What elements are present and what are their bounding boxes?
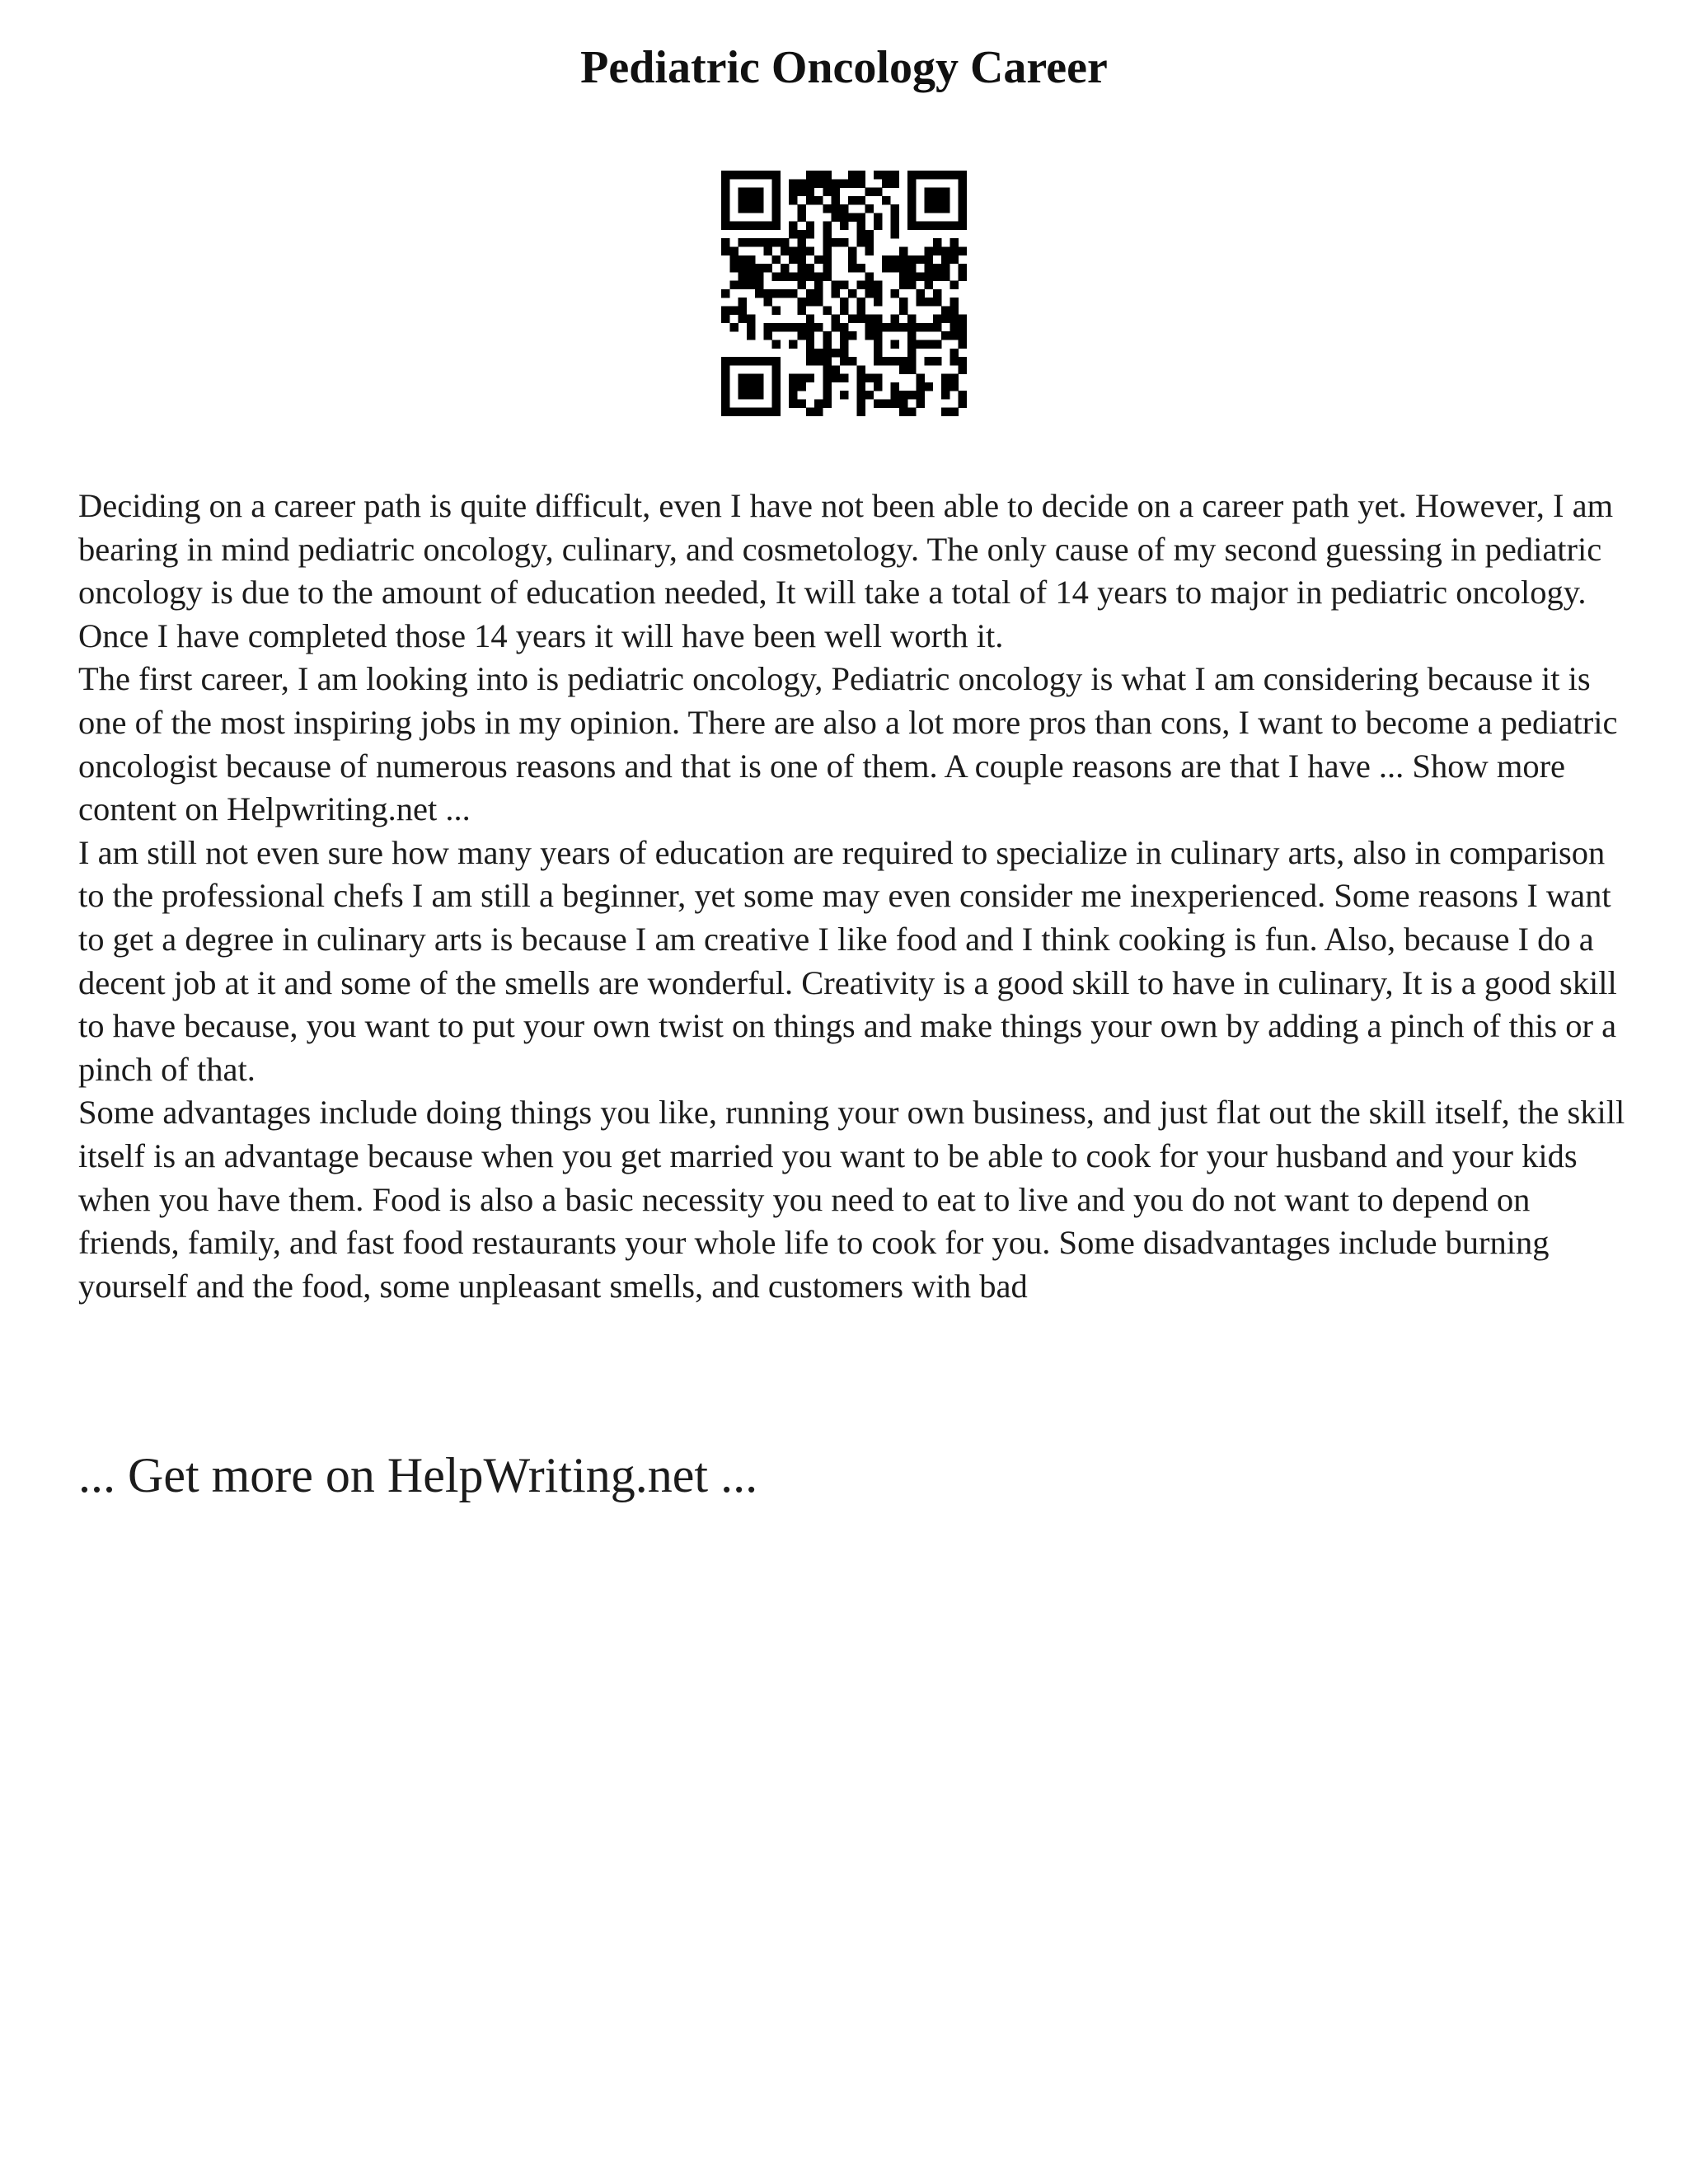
article-body [78,485,1628,1308]
page-title: Pediatric Oncology Career [580,42,1108,93]
qr-code [721,171,967,416]
paragraph: I am still not even sure how many years of education are required to specialize in culinary arts, also in comparison to the professional chefs I am still a beginner, yet some may even consider me inexperienced. Some reasons I want to get a degree in culinary arts is because I am creative I like food and I think cooking is fun. Also, because I do a decent job at it and some of the smells are wonderful. Creativity is a good skill to have in culinary, It is a good skill to have because, you want to put your own twist on things and make things your own by adding a pinch of this or a pinch of that. [78,833,1617,1088]
qr-code-graphic [721,171,967,416]
paragraph: The first career, I am looking into is pediatric oncology, Pediatric oncology is what I am considering because it is one of the most inspiring jobs in my opinion. There are also a lot more pros than cons, I want to become a pediatric oncologist because of numerous reasons and that is one of them. A couple reasons are that I have ... Show more content on Helpwriting.net ... [78,660,1618,828]
paragraph: Some advantages include doing things you like, running your own business, and just flat out the skill itself, the skill itself is an advantage because when you get married you want to be able to cook for your husband and your kids when you have them. Food is also a basic necessity you need to eat to live and you do not want to depend on friends, family, and fast food restaurants your whole life to cook for you. Some disadvantages include burning yourself and the food, some unpleasant smells, and customers with bad [78,1094,1625,1305]
get-more-link[interactable]: ... Get more on HelpWriting.net ... [78,1448,758,1502]
paragraph: Deciding on a career path is quite difficult, even I have not been able to decide on a career path yet. However, I am bearing in mind pediatric oncology, culinary, and cosmetology. The only cause of my second guessing in pediatric oncology is due to the amount of education needed, It will take a total of 14 years to major in pediatric oncology. Once I have completed those 14 years it will have been well worth it. [78,487,1614,654]
